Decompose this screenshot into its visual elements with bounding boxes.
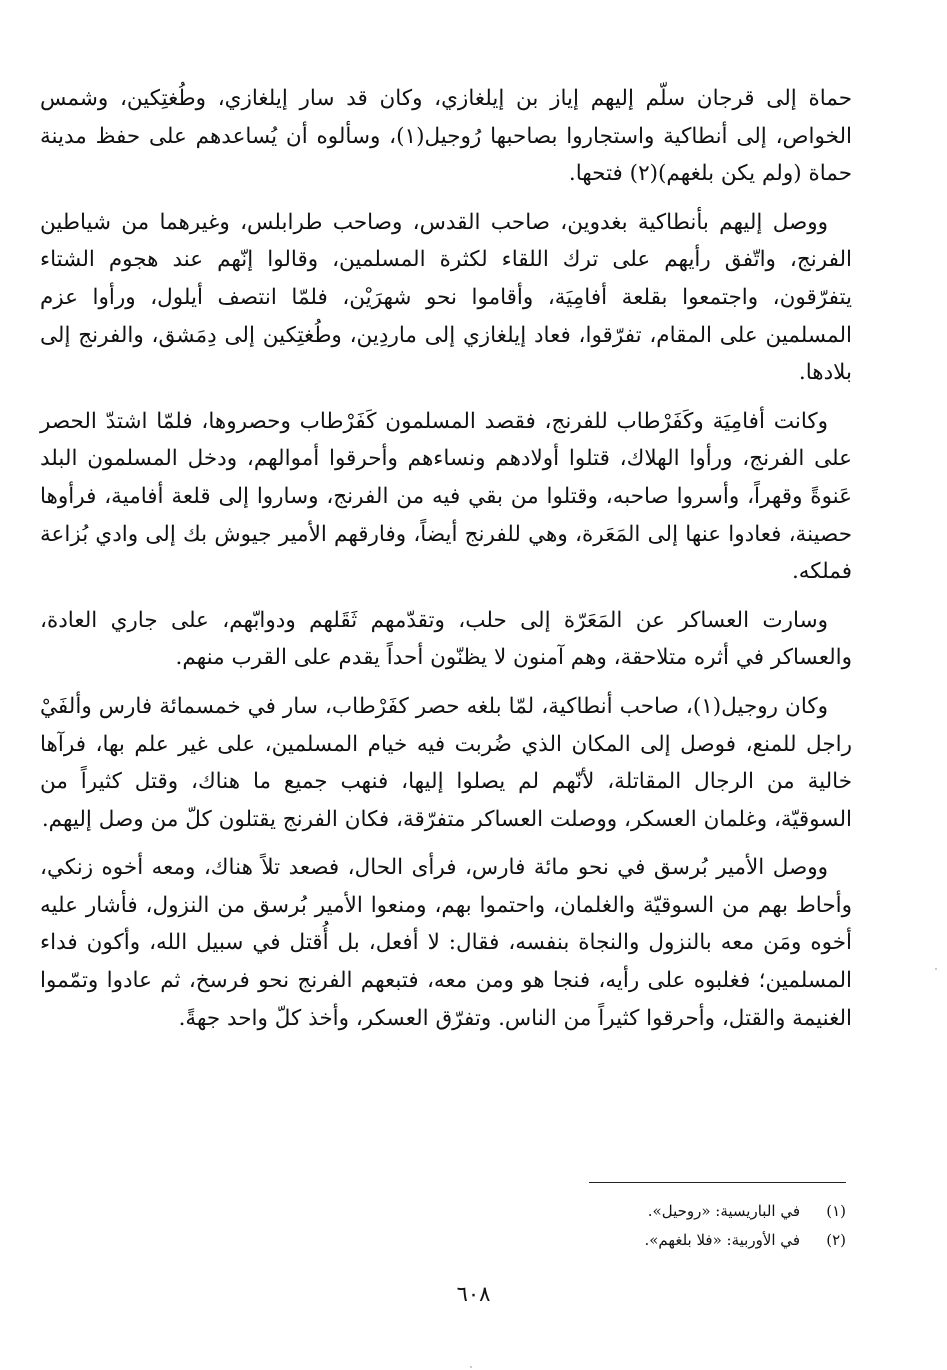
- footnotes: [500, 1197, 846, 1255]
- scan-speck: [935, 968, 937, 970]
- paragraph-6: ووصل الأمير بُرسق في نحو مائة فارس، فرأى الحال، فصعد تلاً هناك، ومعه أخوه زنكي، وأحاط بهم من السوقيّة والغلمان، واحتموا بهم، ومنعوا الأمير بُرسق من النزول، فأشار عليه أخوه ومَن معه بالنزول والنجاة بنفسه، فقال: لا أفعل، بل أُقتل في سبيل الله، وأكون فداء المسلمين؛ فغلبوه على رأيه، فنجا هو ومن معه، فتبعهم الفرنج نحو فرسخ، ثم عادوا وتمّموا الغنيمة والقتل، وأحرقوا كثيراً من الناس. وتفرّق العسكر، وأخذ كلّ واحد جهةً.: [40, 855, 852, 1031]
- footnote-2-text: في الأوربية: «فلا بلغهم».: [644, 1231, 800, 1249]
- footnote-2-number: (٢): [826, 1231, 846, 1249]
- footnote-2: [500, 1226, 846, 1255]
- paragraph-1: حماة إلى قرجان سلّم إليهم إياز بن إيلغازي، وكان قد سار إيلغازي، وطُغتِكين، وشمس الخواص، إلى أنطاكية واستجاروا بصاحبها رُوجيل(١)، وسألوه أن يُساعدهم على حفظ مدينة حماة (ولم يكن بلغهم)(٢) فتحها.: [40, 86, 852, 187]
- page-number: ٦٠٨: [456, 1282, 491, 1306]
- page-body: [40, 80, 852, 1048]
- paragraph-2: ووصل إليهم بأنطاكية بغدوين، صاحب القدس، وصاحب طرابلس، وغيرهما من شياطين الفرنج، واتّفق رأيهم على ترك اللقاء لكثرة المسلمين، وقالوا إنّهم عند هجوم الشتاء يتفرّقون، واجتمعوا بقلعة أفامِيَة، وأقاموا نحو شهرَيْن، فلمّا انتصف أيلول، ورأوا عزم المسلمين على المقام، تفرّقوا، فعاد إيلغازي إلى ماردِين، وطُغتِكين إلى دِمَشق، والفرنج إلى بلادها.: [40, 209, 852, 386]
- footnote-1-number: (١): [826, 1202, 846, 1220]
- paragraph-5: وكان روجيل(١)، صاحب أنطاكية، لمّا بلغه حصر كفَرْطاب، سار في خمسمائة فارس وألفَيْ راجل للمنع، فوصل إلى المكان الذي ضُربت فيه خيام المسلمين، على غير علم بها، فرآها خالية من الرجال المقاتلة، لأنّهم لم يصلوا إليها، فنهب جميع ما هناك، وقتل كثيراً من السوقيّة، وغلمان العسكر، ووصلت العساكر متفرّقة، فكان الفرنج يقتلون كلّ من وصل إليهم.: [40, 693, 852, 832]
- footnote-divider: [589, 1182, 846, 1183]
- paragraph-4: وسارت العساكر عن المَعَرّة إلى حلب، وتقدّمهم ثَقَلهم ودوابّهم، على جاري العادة، والعساكر في أثره متلاحقة، وهم آمنون لا يظنّون أحداً يقدم على القرب منهم.: [40, 607, 852, 671]
- scan-speck: [470, 1366, 472, 1368]
- paragraph-3: وكانت أفامِيَة وكَفَرْطاب للفرنج، فقصد المسلمون كَفَرْطاب وحصروها، فلمّا اشتدّ الحصر على الفرنج، ورأوا الهلاك، قتلوا أولادهم ونساءهم وأحرقوا أموالهم، ودخل المسلمون البلد عَنوةً وقهراً، وأسروا صاحبه، وقتلوا من بقي فيه من الفرنج، وساروا إلى قلعة أفامية، فرأوها حصينة، فعادوا عنها إلى المَعَرة، وهي للفرنج أيضاً، وفارقهم الأمير جيوش بك إلى وادي بُزاعة فملكه.: [40, 408, 852, 585]
- footnote-1: [500, 1197, 846, 1226]
- footnote-1-text: في الباريسية: «روحيل».: [647, 1202, 800, 1220]
